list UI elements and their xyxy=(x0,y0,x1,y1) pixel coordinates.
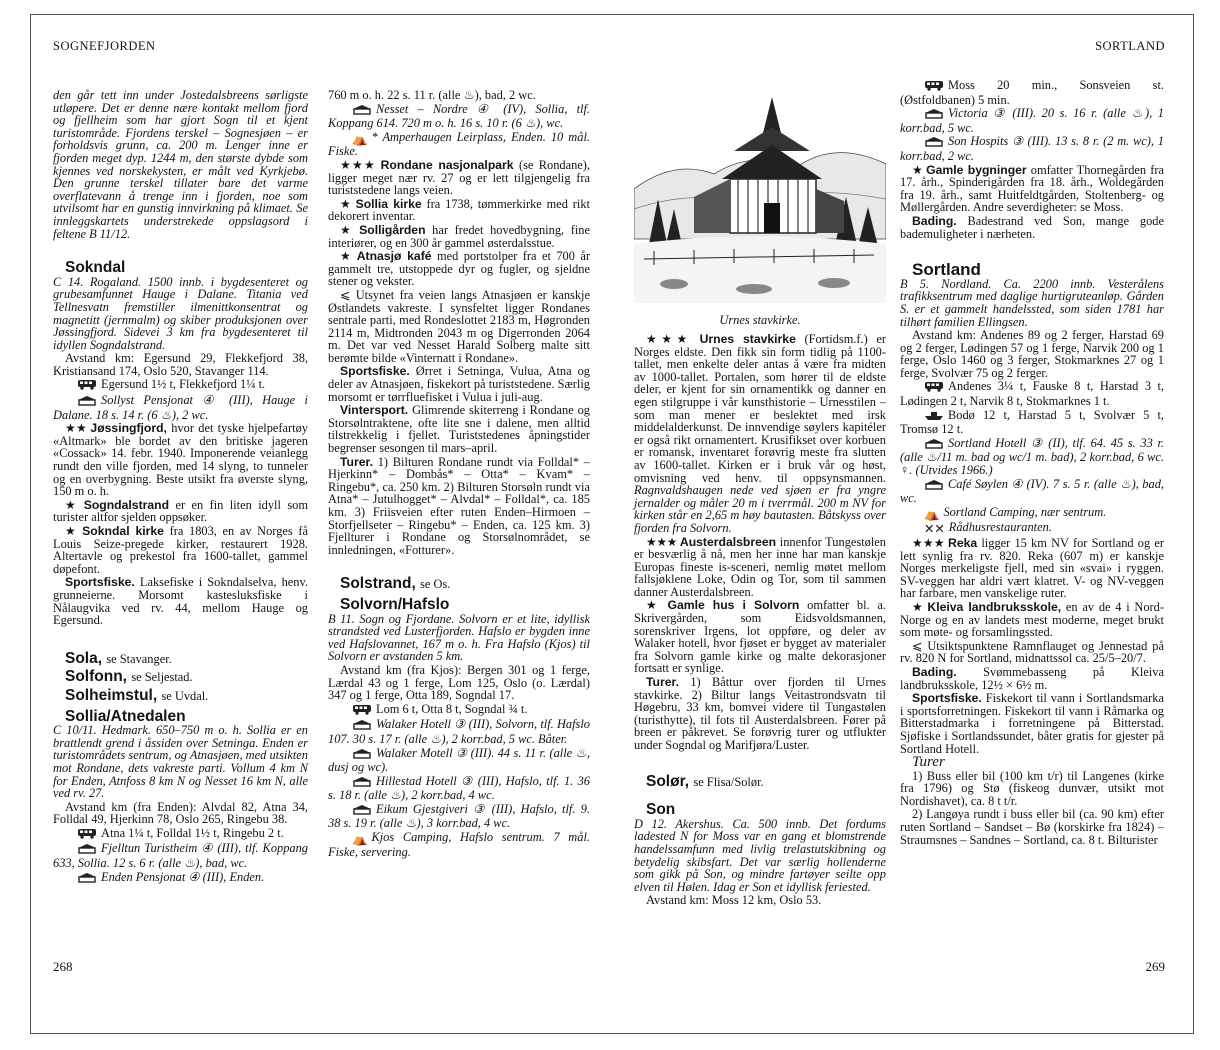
sortland-distance: Avstand km: Andenes 89 og 2 ferger, Harstad 69 og 2 ferger, Lødingen 57 og 1 ferge, Narvik 200 og 1 ferge, Oslo 1460 og 3 ferger, Stokmarknes 27 og 1 ferge, Svolvær 75 og 2 ferger. xyxy=(900,328,1164,380)
hillestad-entry: Hillestad Hotell ③ (III), Hafslo, tlf. 1. 36 s. 18 r. (alle ♨), 2 korr.bad, 4 wc. xyxy=(328,773,590,803)
bus-icon xyxy=(65,828,97,842)
headword-solheimstul: Solheimstul, se Uvdal. xyxy=(65,686,209,704)
solvorn-intro: B 11. Sogn og Fjordane. Solvorn er et lite, idyllisk strandsted ved Lusterfjorden. Hafslo er bygden inne ved Hafslovannet, 167 m o. h. Fra Hafslo (Kjos) til Solvorn er avstanden 5 km. xyxy=(328,611,590,664)
headword-solvorn: Solvorn/Hafslo xyxy=(340,595,450,613)
ship-icon xyxy=(912,410,944,424)
three-star-icon: ★★★ xyxy=(646,534,680,549)
hotel-icon xyxy=(912,479,944,493)
hotel-icon xyxy=(65,395,97,409)
sortland-bus: Andenes 3¼ t, Fauske 8 t, Harstad 3 t, Lødingen 2 t, Narvik 8 t, Stokmarknes 1 t. xyxy=(900,379,1164,409)
hotel-icon xyxy=(340,776,372,790)
star-icon: ★ xyxy=(646,598,668,613)
headword-sokndal: Sokndal xyxy=(65,259,126,277)
son-hospits-entry: Son Hospits ③ (III). 13 s. 8 r. (2 m. wc), 1 korr.bad, 2 wc. xyxy=(900,134,1164,163)
camping-tent-icon: ⛺ xyxy=(352,131,368,146)
utsikt-entry: ⩽ Utsiktspunktene Ramnflauget og Jennestad på rv. 820 N for Sortland, midnattssol ca. 25/5–20/7. xyxy=(900,638,1164,666)
enden-entry: Enden Pensjonat ④ (III), Enden. xyxy=(53,871,308,886)
sollia-distance: Avstand km (fra Enden): Alvdal 82, Atna 34, Folldal 49, Hjerkinn 78, Oslo 265, Ringebu 38. xyxy=(53,799,308,827)
son-intro: D 12. Akershus. Ca. 500 innb. Det fordums ladested N for Moss var en gang et blomstrende handelssamfunn med livlig trelastutskibning og betydelig skibsfart. Det var særlig hollenderne som gikk på Son, og mindre fartøyer seilte opp elven til Hølen. Idag er Son et idyllisk feriested. xyxy=(634,816,886,894)
left-column-1 xyxy=(53,89,308,886)
walaker-hotell-entry: Walaker Hotell ③ (III), Solvorn, tlf. Hafslo 107. 30 s. 17 r. (alle ♨), 2 korr.bad, 5 wc. Båter. xyxy=(328,717,590,746)
bus-icon xyxy=(65,379,97,393)
star-icon: ★ xyxy=(65,497,84,512)
camping-tent-icon: ⛺ xyxy=(924,506,940,521)
page-number-right: 269 xyxy=(1145,959,1165,974)
radhus-restaurant-entry: ✕✕ Rådhusrestauranten. xyxy=(900,521,1164,536)
hotel-icon xyxy=(340,804,372,818)
urnes-entry: ★★★ Urnes stavkirke (Fortidsm.f.) er Norges eldste. Den fikk sin form tidlig på 1100-tallet, men enkelte deler antas å være fra midten av 1000-tallet. Portalen, som hører til de eldste deler, er kjent for sin ornamentikk og danner en egen stilgruppe i vår kunsthistorie – Urnesstilen – som man mener er beslektet med irsk middelalderkunst. De innvendige søylers kapitéler er også rikt ornamentert. Krusifikset over korbuen er romansk, inventaret forøvrig meste fra slutten av 1600-tallet. Kirken er i bruk vår og høst, omvisning ved henv. til oppsynsmannen. Ragnvaldshaugen nede ved sjøen er fra yngre jernalder og måler 20 m i tverrmål. 200 m NV for kirken står en 2,65 m høy bautasten. Båtskyss over fjorden fra Solvorn. xyxy=(634,332,886,535)
star-icon: ★ xyxy=(912,162,927,177)
three-star-icon: ★★★ xyxy=(912,536,949,550)
urnes-stave-church-illustration xyxy=(634,79,886,303)
son-bus: Moss 20 min., Sonsveien st. (Østfoldbanen) 5 min. xyxy=(900,78,1164,107)
gamle-bygninger-entry: ★ Gamle bygninger omfatter Thornegården fra 17. årh., Spinderigården fra 18. årh., Woldegården fra 19. årh., samt Huitfeldtgården, Stoltenberg- og Møllergården. Andre severdigheter: se Moss. xyxy=(900,162,1164,215)
kleiva-entry: ★ Kleiva landbruksskole, en av de 4 i Nord-Norge og en av landets mest moderne, meget brukt som møte- og forsamlingssted. xyxy=(900,599,1164,640)
sortland-boat: Bodø 12 t, Harstad 5 t, Svolvær 5 t, Tromsø 12 t. xyxy=(900,407,1164,437)
sogndalstrand-entry: ★ Sogndalstrand er en fin liten idyll som turister altfor sjelden oppsøker. xyxy=(53,497,308,525)
sokndal-distance: Avstand km: Egersund 29, Flekkefjord 38, Kristiansand 174, Oslo 520, Stavanger 114. xyxy=(53,351,308,378)
hotel-icon xyxy=(912,438,944,452)
hotel-icon xyxy=(340,748,372,762)
sortland-hotell-entry: Sortland Hotell ③ (II), tlf. 64. 45 s. 33 r. (alle ♨/11 m. bad og wc/1 m. bad), 2 korr.bad, 6 wc. ♀. (Utvides 1966.) xyxy=(900,435,1164,478)
bus-icon xyxy=(912,80,944,94)
jossingfjord-entry: ★★ Jøssingfjord, hvor det tyske hjelpefartøy «Altmark» ble bordet av den britiske jageren «Cossack» 14. febr. 1940. Imponerende veianlegg rundt den ville fjorden, med 14 slyng, to tunneler og en overbygning. Beste utsikt fra øverste slyng, 150 m o. h. xyxy=(53,421,308,499)
headword-solfonn: Solfonn, se Seljestad. xyxy=(65,668,193,686)
eikum-entry: Eikum Gjestgiveri ③ (III), Hafslo, tlf. 9. 38 s. 19 r. (alle ♨), 3 korr.bad, 4 wc. xyxy=(328,801,590,831)
restaurant-icon: ✕✕ xyxy=(924,522,945,537)
headword-sola: Sola, se Stavanger. xyxy=(65,649,172,667)
right-page xyxy=(612,14,1194,1034)
sokndal-pension: Sollyst Pensjonat ④ (III), Hauge i Dalane. 18 s. 14 r. (6 ♨), 2 wc. xyxy=(53,393,308,422)
solvorn-turer: Turer. 1) Båttur over fjorden til Urnes stavkirke. 2) Biltur langs Veitastrondsvatn til Høgebru, 33 km, bomvei videre til Tungastølen (turisthytte), til fots til Austerdalsbreen. Fører på breen er påkrevet. Se forøvrig turer og utflukter under Sogndal og Marifjøra/Luster. xyxy=(634,675,886,752)
solvorn-bus: Lom 6 t, Otta 8 t, Sogndal ¾ t. xyxy=(328,703,590,718)
sokndal-bus: Egersund 1½ t, Flekkefjord 1¼ t. xyxy=(53,378,308,393)
nesset-entry: Nesset – Nordre ④ (IV), Sollia, tlf. Koppang 614. 720 m o. h. 16 s. 10 r. (6 ♨), wc. xyxy=(328,101,590,131)
sortland-sportsfiske: Sportsfiske. Fiskekort til vann i Sortlandsmarka i sportsforretningen. Fiskekort til vann i Råmarka og Bitterstadmarka i forretningene på Bitterstad. Sjøfiske i Sortlandssundet, båter gratis for gjester på Sortland Hotell. xyxy=(900,691,1164,756)
enden-continued: 760 m o. h. 22 s. 11 r. (alle ♨), bad, 2 wc. xyxy=(328,88,536,102)
running-header-right: SORTLAND xyxy=(1095,39,1165,53)
star-icon: ★ xyxy=(340,249,357,264)
star-icon: ★ xyxy=(65,524,83,538)
right-column-2 xyxy=(900,79,1164,847)
running-header-left: SOGNEFJORDEN xyxy=(53,39,156,53)
sortland-camping-entry: ⛺ Sortland Camping, nær sentrum. xyxy=(900,506,1164,521)
solligarden-entry: ★ Solligården har fredet hovedbygning, fine interiører, og en 300 år gammel østerdalsstue. xyxy=(328,222,590,250)
gamle-hus-entry: ★ Gamle hus i Solvorn omfatter bl. a. Skrivergården, som Eidsvoldsmannen, sorenskriver Irgens, lot oppføre, og deler av Walaker hotell, hvor fjøset er bygget av materialer fra Solvorn gamle kirke og malte dekorasjoner fortsatt er synlige. xyxy=(634,598,887,676)
left-page xyxy=(30,14,613,1034)
son-bading: Bading. Badestrand ved Son, mange gode bademuligheter i nærheten. xyxy=(900,213,1164,241)
hotel-icon xyxy=(65,872,97,886)
sortland-bading: Bading. Svømmebasseng på Kleiva landbruksskole, 12½ × 6½ m. xyxy=(900,664,1164,692)
bus-icon xyxy=(340,704,372,718)
fjelltun-entry: Fjelltun Turistheim ④ (III), tlf. Koppang 633, Sollia. 12 s. 6 r. (alle ♨), bad, wc. xyxy=(53,841,308,871)
sollia-kirke-entry: ★ Sollia kirke fra 1738, tømmerkirke med rikt dekorert inventar. xyxy=(328,196,590,224)
solvorn-distance: Avstand km (fra Kjos): Bergen 301 og 1 ferge, Lærdal 43 og 1 ferge, Lom 125, Oslo (o. Lærdal) 347 og 1 ferge, Otta 189, Sogndal 17. xyxy=(328,662,590,703)
hotel-icon xyxy=(340,719,372,733)
sollia-turer: Turer. 1) Bilturen Rondane rundt via Folldal* – Hjerkinn* – Dombås* – Otta* – Kvam* – Ringebu*, ca. 250 km. 2) Bilturen Storsøln rundt via Atna* – Jutulhogget* – Alvdal* – Folldal*, ca. 185 km. 3) Friisveien efter ruten Enden–Hirmoen – Storfjellseter – Ringebu* – Enden, ca. 125 km. 3) Fjellturer i Rondane og Storsølnområdet, se innledningen, «Fotturer». xyxy=(328,454,590,557)
turer-item-2: 2) Langøya rundt i buss eller bil (ca. 90 km) efter ruten Sortland – Sandset – Bø (korskirke fra 1824) – Straumsnes – Sandnes – Sortland, ca. 8 t. Bilturister xyxy=(900,807,1164,847)
sollia-vintersport: Vintersport. Glimrende skiterreng i Rondane og Storsølntraktene, ofte lite sne i dalene, men alltid tilstrekkelig i fjellet. Turiststedenes åpningstider begrenser sesongen til mars–april. xyxy=(328,403,590,456)
headword-sortland: Sortland xyxy=(912,260,981,280)
hotel-icon xyxy=(65,843,97,857)
headword-son: Son xyxy=(646,801,676,819)
atnasjo-entry: ★ Atnasjø kafé med portstolper fra et 700 år gammelt tre, utstoppede dyr og fugler, og sjeldne stener og vekster. xyxy=(328,249,590,289)
hotel-icon xyxy=(912,136,944,150)
star-icon: ★ xyxy=(340,196,356,211)
turer-item-1: 1) Buss eller bil (100 km t/r) til Langenes (kirke fra 1796) og Stø (fiskeog dunvær, utsikt mot Nordishavet), ca. 8 t t/r. xyxy=(900,768,1164,808)
page-number-left: 268 xyxy=(53,959,73,974)
left-column-2 xyxy=(328,89,590,859)
sollia-intro: C 10/11. Hedmark. 650–750 m o. h. Sollia er en brattlendt grend i åssiden over Setninga. Enden er turistområdets sentrum, og Atnasjøen, med utsikten mot Rondane, dets vakreste parti. Vollum 4 km N for Enden, Atnfoss 8 km N og Nesset 16 km N, alle ved rv. 27. xyxy=(53,723,308,801)
three-star-icon: ★★ xyxy=(65,421,91,436)
star-icon: ★ xyxy=(912,599,928,614)
three-star-icon: ★★★ xyxy=(340,157,381,172)
hotel-icon xyxy=(912,108,944,122)
three-star-icon: ★★★ xyxy=(646,332,700,346)
son-distance: Avstand km: Moss 12 km, Oslo 53. xyxy=(646,893,822,908)
walaker-motell-entry: Walaker Motell ③ (III). 44 s. 11 r. (alle ♨, dusj og wc). xyxy=(328,745,590,775)
sokndal-sportsfiske: Sportsfiske. Laksefiske i Sokndalselva, henv. grunneierne. Morsomt kastesluksfiske i Nålaugvika ved rv. 44, mellom Hauge og Egersund. xyxy=(53,575,308,628)
hotel-icon xyxy=(340,104,372,118)
headword-sollia: Sollia/Atnedalen xyxy=(65,707,186,725)
headword-solstrand: Solstrand, se Os. xyxy=(340,575,451,593)
sollia-sportsfiske: Sportsfiske. Ørret i Setninga, Vulua, Atna og deler av Atnasjøen, fiskekort på turiststedene. Særlig morsomt er tørrfluefisket i Vulua i juli-aug. xyxy=(328,364,590,404)
sollia-bus: Atna 1¼ t, Folldal 1½ t, Ringebu 2 t. xyxy=(53,827,308,842)
kjos-camping-entry: ⛺ Kjos Camping, Hafslo sentrum. 7 mål. Fiske, servering. xyxy=(328,830,590,859)
sokndal-intro: C 14. Rogaland. 1500 innb. i bygdesenteret og grubesamfunnet Hauge i Dalane. Titania ved Tellnesvatn fremstiller ilmenittkonsentrat og magnetitt (jernmalm) og skiber produksjonen over Jøssingfjord. Sidevei 3 km fra bygdesenteret til idyllen Sogndalstrand. xyxy=(53,274,308,352)
camping-tent-icon: ⛺ xyxy=(352,832,368,847)
utsyn-entry: ⩽ Utsynet fra veien langs Atnasjøen er kanskje Østlandets vakreste. I synsfeltet ligger Rondanes sentrale parti, med Rondeslottet 2183 m, Høgronden 2114 m, Midtronden 2043 m og Digerronden 2064 m. Det var ved Nesset Harald Solberg malte sitt berømte bilde «Vinternatt i Rondane». xyxy=(328,287,590,365)
reka-entry: ★★★ Reka ligger 15 km NV for Sortland og er lett synlig fra rv. 820. Reka (607 m) er kanskje Norges merkeligste fjell, med sin «svai» i ryggen. SV-veggen har aldri vært klatret. V- og NV-veggen har farbare, men vanskelige ruter. xyxy=(900,536,1164,601)
victoria-entry: Victoria ③ (III). 20 s. 16 r. (alle ♨), 1 korr.bad, 5 wc. xyxy=(900,106,1164,135)
amperhaugen-entry: ⛺ * Amperhaugen Leirplass, Enden. 10 mål. Fiske. xyxy=(328,129,590,159)
turer-heading: Turer xyxy=(912,754,945,771)
sortland-intro: B 5. Nordland. Ca. 2200 innb. Vesterålens trafikksentrum med daglige hurtigruteanløp. Gården S. er et gammelt handelssted, som siden 1781 har tilhørt familien Ellingsen. xyxy=(900,276,1164,329)
rondane-entry: ★★★ Rondane nasjonalpark (se Rondane), ligger meget nær rv. 27 og er lett tilgjengelig fra turiststedene langs veien. xyxy=(328,157,590,198)
right-column-1 xyxy=(634,333,886,908)
illustration-caption: Urnes stavkirke. xyxy=(719,313,801,327)
sognefjorden-intro: den går tett inn under Jostedalsbreens sørligste utløpere. Det er denne nære kontakt mellom fjord og fjellheim som har gjort Sogn til et kjent turistområde. Fjordens terskel – Sognesjøen – er forholdsvis grunn, ca. 200 m. Lenger inne er fjorden meget dyp. 1244 m, den største dybde som kjennes ved norskekysten, er målt ved Kyrkjebø. Den grunne terskel tillater bare det varme overflatevann å trenge inn i fjorden, noe som utvilsomt har en gunstig innvirkning på klimaet. Se innleggskartets understrekede oppslagsord i feltene B 11/12. xyxy=(53,88,308,241)
headword-solor: Solør, se Flisa/Solør. xyxy=(646,772,764,790)
bus-icon xyxy=(912,381,944,395)
sokndal-kirke-entry: ★ Sokndal kirke fra 1803, en av Norges få Louis Seize-pregede kirker, restaurert 1928. Altertavle og prekestol fra 1600-tallet, gammel døpefont. xyxy=(53,524,308,576)
austerdalsbreen-entry: ★★★ Austerdalsbreen innenfor Tungestølen er besværlig å nå, men her inne har man kanskje Europas fineste is-sceneri, nemlig møtet mellom fallsjøklene Loke, Odin og Tor, som til sammen danner Austerdalsbreen. xyxy=(634,534,886,599)
star-icon: ★ xyxy=(340,222,360,237)
cafe-soylen-entry: Café Søylen ④ (IV). 7 s. 5 r. (alle ♨), bad, wc. xyxy=(900,476,1164,506)
